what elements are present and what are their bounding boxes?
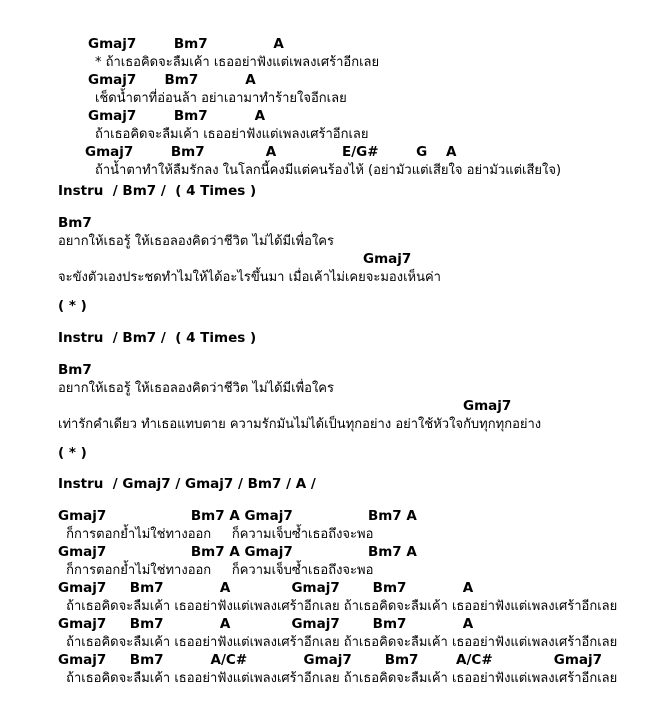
section-instru-2 — [0, 332, 666, 350]
chord-line: Gmaj7 Bm7 A E/G# G A — [85, 144, 457, 160]
chord-line: Gmaj7 Bm7 A — [88, 72, 256, 88]
chord-line: Bm7 — [58, 362, 92, 378]
lyric-line: จะขังตัวเองประชดทำไมให้ได้อะไรขึ้นมา เมื่อเค้าไม่เคยจะมองเห็นค่า — [58, 270, 441, 285]
chord-line: Gmaj7 Bm7 A — [88, 36, 284, 52]
section-instru-1 — [0, 185, 666, 203]
section-verse-1 — [0, 217, 666, 289]
chord-line: Bm7 — [58, 215, 92, 231]
lyric-line: ถ้าเธอคิดจะลืมเค้า เธออย่าฟังแต่เพลงเศร้าอีกเลย ถ้าเธอคิดจะลืมเค้า เธออย่าฟังแต่เพลงเศร้าอีกเลย — [62, 671, 618, 686]
chord-line: Gmaj7 Bm7 A Gmaj7 Bm7 A — [58, 508, 417, 524]
section-repeat-2 — [0, 447, 666, 465]
chord-line: Gmaj7 Bm7 A/C# Gmaj7 Bm7 A/C# Gmaj7 — [58, 652, 603, 668]
lyric-line: * ถ้าเธอคิดจะลืมเค้า เธออย่าฟังแต่เพลงเศร้าอีกเลย — [95, 55, 380, 70]
repeat-marker: ( * ) — [58, 298, 87, 314]
lyric-line: ถ้าน้ำตาทำให้ลืมรักลง ในโลกนี้คงมีแต่คนร้องไห้ (อย่ามัวแต่เสียใจ อย่ามัวแต่เสียใจ) — [95, 163, 562, 178]
lyric-line: เท่ารักคำเดียว ทำเธอแทบตาย ความรักมันไม่ได้เป็นทุกอย่าง อย่าใช้หัวใจกับทุกทุกอย่าง — [58, 417, 542, 432]
chord-line: Gmaj7 — [363, 251, 412, 267]
section-instru-3 — [0, 478, 666, 496]
section-verse-2 — [0, 364, 666, 436]
chord-line: Gmaj7 Bm7 A Gmaj7 Bm7 A — [58, 544, 417, 560]
lyric-line: อยากให้เธอรู้ ให้เธอลองคิดว่าชีวิต ไม่ได้มีเพื่อใคร — [58, 234, 334, 249]
lyric-line: ถ้าเธอคิดจะลืมเค้า เธออย่าฟังแต่เพลงเศร้าอีกเลย ถ้าเธอคิดจะลืมเค้า เธออย่าฟังแต่เพลงเศร้าอีกเลย — [62, 635, 618, 650]
lyric-line: ถ้าเธอคิดจะลืมเค้า เธออย่าฟังแต่เพลงเศร้าอีกเลย — [95, 127, 369, 142]
chord-line: Gmaj7 Bm7 A — [88, 108, 266, 124]
chord-line: Gmaj7 Bm7 A Gmaj7 Bm7 A — [58, 580, 474, 596]
lyric-line: เช็ดน้ำตาที่อ่อนล้า อย่าเอามาทำร้ายใจอีกเลย — [95, 91, 347, 106]
lyric-line: ก็การตอกย้ำไม่ใช่ทางออก ก็ความเจ็บซ้ำเธอถึงจะพอ — [62, 563, 374, 578]
lyric-line: ก็การตอกย้ำไม่ใช่ทางออก ก็ความเจ็บซ้ำเธอถึงจะพอ — [62, 527, 374, 542]
lyric-line: ถ้าเธอคิดจะลืมเค้า เธออย่าฟังแต่เพลงเศร้าอีกเลย ถ้าเธอคิดจะลืมเค้า เธออย่าฟังแต่เพลงเศร้าอีกเลย — [62, 599, 618, 614]
section-chorus-1 — [0, 38, 666, 182]
section-outro — [0, 510, 666, 690]
section-label: Instru / Bm7 / ( 4 Times ) — [58, 183, 257, 199]
section-label: Instru / Gmaj7 / Gmaj7 / Bm7 / A / — [58, 476, 316, 492]
repeat-marker: ( * ) — [58, 445, 87, 461]
chord-line: Gmaj7 — [463, 398, 512, 414]
chord-line: Gmaj7 Bm7 A Gmaj7 Bm7 A — [58, 616, 474, 632]
section-label: Instru / Bm7 / ( 4 Times ) — [58, 330, 257, 346]
section-repeat-1 — [0, 300, 666, 318]
lyric-line: อยากให้เธอรู้ ให้เธอลองคิดว่าชีวิต ไม่ได้มีเพื่อใคร — [58, 381, 334, 396]
